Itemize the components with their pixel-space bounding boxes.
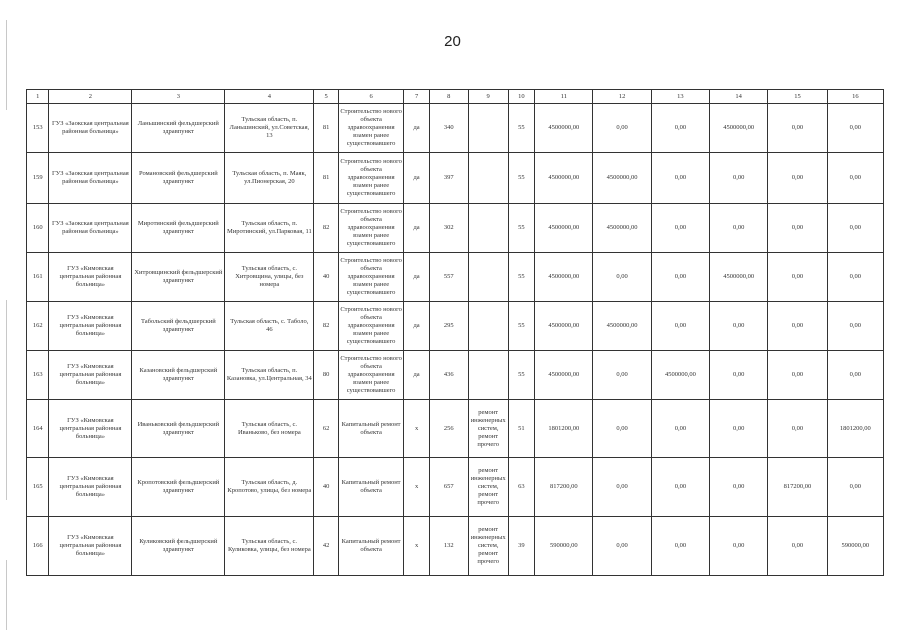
column-header: 3 — [132, 90, 225, 104]
table-cell: да — [404, 153, 430, 204]
table-cell: 0,00 — [710, 458, 768, 517]
table-cell: ГУЗ «Заокская центральная районная больница» — [49, 204, 132, 253]
table-cell: 0,00 — [768, 104, 827, 153]
table-cell: ГУЗ «Кимовская центральная районная больница» — [49, 302, 132, 351]
table-row — [27, 253, 884, 302]
table-cell: 39 — [508, 517, 535, 576]
table-cell: Тульская область, с. Хитровщина, улицы, без номера — [225, 253, 314, 302]
column-header: 5 — [314, 90, 339, 104]
table-cell: Капитальный ремонт объекта — [338, 400, 403, 458]
column-header: 16 — [827, 90, 883, 104]
table-cell: Тульская область, п. Миротинский, ул.Парковая, 11 — [225, 204, 314, 253]
table-cell: Строительство нового объекта здравоохранения взамен ранее существовавшего — [338, 253, 403, 302]
table-cell: Строительство нового объекта здравоохранения взамен ранее существовавшего — [338, 104, 403, 153]
table-cell: Табольский фельдшерский здравпункт — [132, 302, 225, 351]
scan-margin-line — [6, 300, 7, 500]
table-cell: Кропотовский фельдшерский здравпункт — [132, 458, 225, 517]
table-cell: 80 — [314, 351, 339, 400]
table-cell: 81 — [314, 104, 339, 153]
table-cell: 0,00 — [651, 104, 709, 153]
column-header: 10 — [508, 90, 535, 104]
table-cell: Строительство нового объекта здравоохранения взамен ранее существовавшего — [338, 153, 403, 204]
table-cell — [468, 253, 508, 302]
table-row — [27, 400, 884, 458]
table-cell: 159 — [27, 153, 49, 204]
table-cell: Строительство нового объекта здравоохранения взамен ранее существовавшего — [338, 351, 403, 400]
table-cell: ГУЗ «Заокская центральная районная больница» — [49, 153, 132, 204]
table-cell: ГУЗ «Кимовская центральная районная больница» — [49, 400, 132, 458]
table-cell: 0,00 — [651, 153, 709, 204]
column-header: 13 — [651, 90, 709, 104]
table-cell: 0,00 — [651, 253, 709, 302]
table-cell: да — [404, 302, 430, 351]
table-cell: 160 — [27, 204, 49, 253]
table-cell: да — [404, 204, 430, 253]
column-header: 9 — [468, 90, 508, 104]
table-cell: 166 — [27, 517, 49, 576]
table-cell: Романовский фельдшерский здравпункт — [132, 153, 225, 204]
table-cell: 4500000,00 — [710, 253, 768, 302]
table-cell — [468, 204, 508, 253]
table-cell: ГУЗ «Кимовская центральная районная больница» — [49, 351, 132, 400]
column-header: 1 — [27, 90, 49, 104]
table-cell: 0,00 — [768, 253, 827, 302]
table-cell: 817200,00 — [535, 458, 593, 517]
column-header: 6 — [338, 90, 403, 104]
column-header: 11 — [535, 90, 593, 104]
table-cell: 42 — [314, 517, 339, 576]
table-cell: 0,00 — [710, 302, 768, 351]
table-cell: х — [404, 458, 430, 517]
table-cell: 51 — [508, 400, 535, 458]
table-cell: Капитальный ремонт объекта — [338, 458, 403, 517]
table-cell: Тульская область, с. Таболо, 46 — [225, 302, 314, 351]
table-cell: 165 — [27, 458, 49, 517]
table-cell: да — [404, 351, 430, 400]
table-cell: 62 — [314, 400, 339, 458]
table-cell: Куликовский фельдшерский здравпункт — [132, 517, 225, 576]
table-cell: 63 — [508, 458, 535, 517]
table-cell: ГУЗ «Кимовская центральная районная больница» — [49, 458, 132, 517]
column-header: 2 — [49, 90, 132, 104]
table-cell: х — [404, 400, 430, 458]
table-cell: 4500000,00 — [593, 153, 651, 204]
table-cell: 340 — [429, 104, 468, 153]
table-cell: 0,00 — [710, 517, 768, 576]
table-cell: 82 — [314, 204, 339, 253]
table-cell: 4500000,00 — [593, 204, 651, 253]
table-cell: 161 — [27, 253, 49, 302]
table-cell: ГУЗ «Заокская центральная районная больница» — [49, 104, 132, 153]
table-cell: 397 — [429, 153, 468, 204]
table-cell: 557 — [429, 253, 468, 302]
table-cell: Тульская область, с. Куликовка, улицы, без номера — [225, 517, 314, 576]
table-cell: 0,00 — [768, 351, 827, 400]
register-table — [26, 89, 884, 576]
table-cell: 657 — [429, 458, 468, 517]
table-cell: Иваньковский фельдшерский здравпункт — [132, 400, 225, 458]
table-row — [27, 104, 884, 153]
table-cell: 0,00 — [710, 204, 768, 253]
table-cell: 153 — [27, 104, 49, 153]
table-cell: ремонт инженерных систем, ремонт прочего — [468, 400, 508, 458]
table-cell — [468, 302, 508, 351]
table-body — [27, 104, 884, 576]
table-cell: 0,00 — [768, 204, 827, 253]
table-cell: 4500000,00 — [535, 204, 593, 253]
table-cell: 55 — [508, 153, 535, 204]
table-cell: 0,00 — [827, 458, 883, 517]
table-cell: Строительство нового объекта здравоохранения взамен ранее существовавшего — [338, 204, 403, 253]
table-cell: 81 — [314, 153, 339, 204]
table-cell: 132 — [429, 517, 468, 576]
table-cell: 0,00 — [710, 351, 768, 400]
table-cell: 55 — [508, 104, 535, 153]
table-cell: 4500000,00 — [535, 104, 593, 153]
table-cell: 817200,00 — [768, 458, 827, 517]
table-cell: 163 — [27, 351, 49, 400]
table-cell: 82 — [314, 302, 339, 351]
table-row — [27, 153, 884, 204]
page-number: 20 — [444, 33, 461, 50]
table-row — [27, 302, 884, 351]
table-cell: Ланьшинский фельдшерский здравпункт — [132, 104, 225, 153]
column-header: 7 — [404, 90, 430, 104]
column-header: 15 — [768, 90, 827, 104]
table-cell: Миротинский фельдшерский здравпункт — [132, 204, 225, 253]
table-cell: 0,00 — [827, 253, 883, 302]
table-row — [27, 458, 884, 517]
table-cell: х — [404, 517, 430, 576]
table-cell: Тульская область, п. Маяк, ул.Пионерская, 20 — [225, 153, 314, 204]
table-cell: Тульская область, п. Ланьшинский, ул.Советская, 13 — [225, 104, 314, 153]
table-cell: 40 — [314, 253, 339, 302]
table-cell: ремонт инженерных систем, ремонт прочего — [468, 458, 508, 517]
table-cell: 0,00 — [710, 153, 768, 204]
table-cell: Тульская область, с. Иваньково, без номера — [225, 400, 314, 458]
table-cell — [468, 153, 508, 204]
table-cell: Тульская область, д. Кропотово, улицы, без номера — [225, 458, 314, 517]
table-cell: 4500000,00 — [535, 153, 593, 204]
table-cell: 0,00 — [651, 204, 709, 253]
table-cell: 55 — [508, 204, 535, 253]
table-cell: 0,00 — [768, 153, 827, 204]
table-cell: 4500000,00 — [710, 104, 768, 153]
table-cell: 590000,00 — [827, 517, 883, 576]
table-cell — [468, 104, 508, 153]
table-cell: ремонт инженерных систем, ремонт прочего — [468, 517, 508, 576]
column-header: 12 — [593, 90, 651, 104]
table-cell: 0,00 — [827, 204, 883, 253]
table-cell: 0,00 — [651, 458, 709, 517]
table-cell: Строительство нового объекта здравоохранения взамен ранее существовавшего — [338, 302, 403, 351]
table-cell: Тульская область, п. Казановка, ул.Центральная, 34 — [225, 351, 314, 400]
column-header: 8 — [429, 90, 468, 104]
scan-margin-line — [6, 560, 7, 630]
table-cell: Капитальный ремонт объекта — [338, 517, 403, 576]
table-cell: 4500000,00 — [535, 302, 593, 351]
table-cell: ГУЗ «Кимовская центральная районная больница» — [49, 517, 132, 576]
table-cell: 4500000,00 — [535, 253, 593, 302]
table-cell: 0,00 — [827, 153, 883, 204]
table-header-row — [27, 90, 884, 104]
table-cell: 0,00 — [593, 104, 651, 153]
table-cell: ГУЗ «Кимовская центральная районная больница» — [49, 253, 132, 302]
table-cell: 4500000,00 — [593, 302, 651, 351]
table-cell: 0,00 — [593, 458, 651, 517]
table-cell: 0,00 — [768, 400, 827, 458]
table-cell: 295 — [429, 302, 468, 351]
table-cell: 55 — [508, 253, 535, 302]
table-cell: да — [404, 104, 430, 153]
table-cell: 0,00 — [827, 351, 883, 400]
column-header: 14 — [710, 90, 768, 104]
table-row — [27, 351, 884, 400]
table-cell: 1801200,00 — [827, 400, 883, 458]
table-cell: 1801200,00 — [535, 400, 593, 458]
table-cell: 55 — [508, 351, 535, 400]
table-cell: 0,00 — [593, 351, 651, 400]
table-cell: 256 — [429, 400, 468, 458]
table-cell: 0,00 — [651, 400, 709, 458]
table-cell: 0,00 — [768, 302, 827, 351]
table-cell: 0,00 — [651, 302, 709, 351]
table-cell: 302 — [429, 204, 468, 253]
table-cell: 0,00 — [827, 302, 883, 351]
table-cell: да — [404, 253, 430, 302]
table-cell: 0,00 — [593, 400, 651, 458]
table-cell: Казановский фельдшерский здравпункт — [132, 351, 225, 400]
table-cell: 55 — [508, 302, 535, 351]
table-cell: 590000,00 — [535, 517, 593, 576]
table-cell: 0,00 — [593, 517, 651, 576]
table-row — [27, 517, 884, 576]
column-header: 4 — [225, 90, 314, 104]
table-cell: 4500000,00 — [651, 351, 709, 400]
table-cell — [468, 351, 508, 400]
table-row — [27, 204, 884, 253]
table-cell: 0,00 — [651, 517, 709, 576]
table-cell: 40 — [314, 458, 339, 517]
table-cell: 0,00 — [710, 400, 768, 458]
table-cell: 4500000,00 — [535, 351, 593, 400]
table-cell: 0,00 — [827, 104, 883, 153]
table-cell: Хитровщинский фельдшерский здравпункт — [132, 253, 225, 302]
table-cell: 164 — [27, 400, 49, 458]
table-cell: 162 — [27, 302, 49, 351]
table-cell: 0,00 — [593, 253, 651, 302]
table-cell: 436 — [429, 351, 468, 400]
table-cell: 0,00 — [768, 517, 827, 576]
